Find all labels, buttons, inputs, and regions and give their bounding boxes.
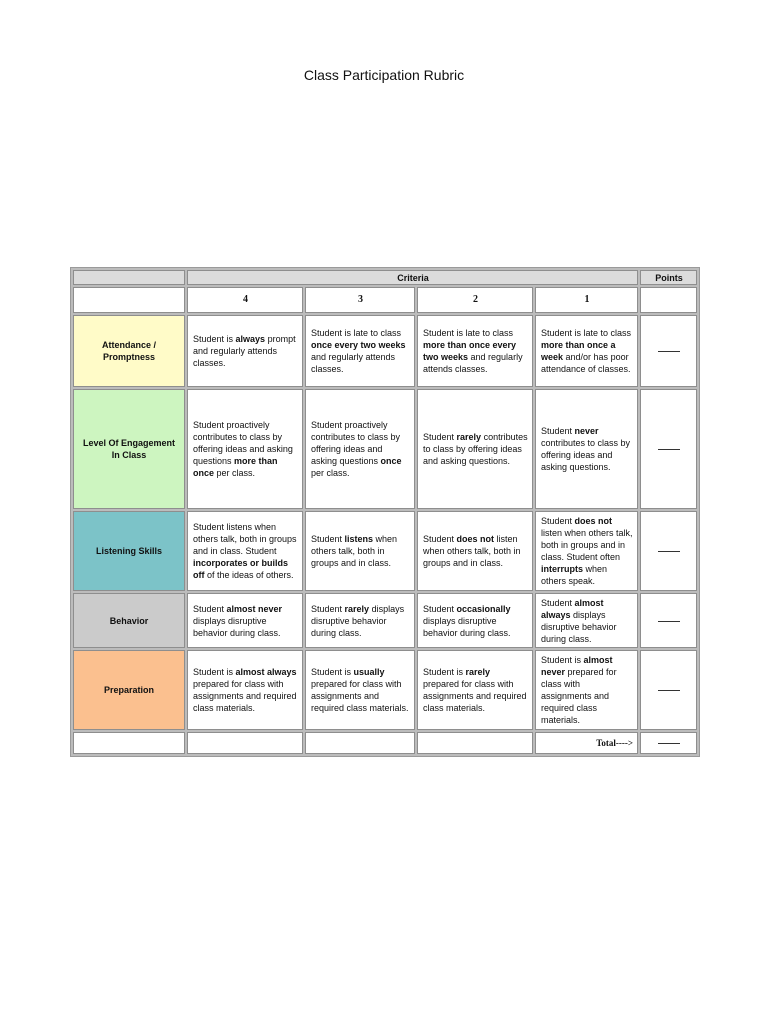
category-behavior: Behavior xyxy=(73,593,185,648)
cell-text: and/or has poor attendance of classes. xyxy=(541,352,631,374)
category-engagement: Level Of Engagement In Class xyxy=(73,389,185,509)
criteria-header: Criteria xyxy=(187,270,638,285)
rubric-cell xyxy=(417,650,533,730)
cell-text: Student is xyxy=(423,667,466,677)
emphasis-text: rarely xyxy=(344,603,370,614)
level-blank-cell xyxy=(73,287,185,313)
category-preparation: Preparation xyxy=(73,650,185,730)
cell-text: contributes to class by offering ideas and asking questions. xyxy=(423,432,528,466)
cell-text: Student is xyxy=(193,667,236,677)
cell-text: Student xyxy=(311,534,345,544)
emphasis-text: listens xyxy=(344,534,374,544)
cell-text: displays disruptive behavior during class. xyxy=(193,615,281,638)
rubric-row-engagement xyxy=(73,389,697,509)
cell-text: Student is late to class xyxy=(311,328,402,338)
cell-text: listen when others talk, both in groups and in class. xyxy=(423,534,521,568)
rubric-row-behavior xyxy=(73,593,697,648)
emphasis-text: occasionally xyxy=(456,603,511,614)
category-listening: Listening Skills xyxy=(73,511,185,591)
emphasis-text: always xyxy=(235,334,266,344)
points-field xyxy=(640,511,697,591)
rubric-cell xyxy=(187,593,303,648)
document-title: Class Participation Rubric xyxy=(303,67,465,83)
cell-text: Student xyxy=(541,426,575,436)
cell-text: Student xyxy=(541,597,575,608)
cell-text: and regularly attends classes. xyxy=(311,352,396,374)
rubric-cell xyxy=(535,389,638,509)
cell-text: Student is late to class xyxy=(423,328,514,338)
points-header: Points xyxy=(640,270,697,285)
rubric-row-preparation xyxy=(73,650,697,730)
rubric-cell xyxy=(535,593,638,648)
cell-text: Student is late to class xyxy=(541,328,632,338)
cell-text: prompt and regularly attends classes. xyxy=(193,334,296,368)
total-label: Total----> xyxy=(535,732,638,754)
emphasis-text: incorporates or builds off xyxy=(193,558,289,580)
cell-text: of the ideas of others. xyxy=(204,570,294,580)
rubric-cell xyxy=(187,511,303,591)
rubric-row-listening xyxy=(73,511,697,591)
emphasis-text: interrupts xyxy=(541,564,584,574)
points-field xyxy=(640,315,697,387)
cell-text: Student proactively contributes to class by offering ideas and asking questions xyxy=(311,420,401,466)
emphasis-text: almost always xyxy=(541,597,604,620)
emphasis-text: more than once every two weeks xyxy=(423,340,517,362)
cell-text: displays disruptive behavior during class. xyxy=(311,603,405,638)
cell-text: Student xyxy=(423,603,457,614)
cell-text: Student xyxy=(193,603,227,614)
cell-text: Student is xyxy=(311,667,354,677)
rubric-cell xyxy=(305,315,415,387)
points-field xyxy=(640,389,697,509)
cell-text: Student xyxy=(541,516,575,526)
cell-text: when others talk, both in groups and in class. xyxy=(311,534,398,568)
total-row xyxy=(73,732,697,754)
total-blank-cell xyxy=(417,732,533,754)
rubric-cell xyxy=(305,389,415,509)
rubric-cell xyxy=(187,389,303,509)
emphasis-text: almost always xyxy=(235,667,297,677)
rubric-cell xyxy=(535,650,638,730)
cell-text: contributes to class by offering ideas and asking questions. xyxy=(541,438,631,472)
cell-text: displays disruptive behavior during class. xyxy=(423,615,511,638)
cell-text: listen when others talk, both in groups and in class. Student often xyxy=(541,528,633,562)
cell-text: prepared for class with assignments and required class materials. xyxy=(423,679,527,713)
cell-text: prepared for class with assignments and required class materials. xyxy=(541,667,617,725)
rubric-row-attendance xyxy=(73,315,697,387)
cell-text: Student is xyxy=(193,334,236,344)
rubric-cell xyxy=(535,511,638,591)
level-1-header: 1 xyxy=(535,287,638,313)
cell-text: per class. xyxy=(311,468,350,478)
rubric-table xyxy=(70,267,700,757)
emphasis-text: rarely xyxy=(456,432,482,442)
cell-text: when others speak. xyxy=(541,564,608,586)
level-2-header: 2 xyxy=(417,287,533,313)
rubric-cell xyxy=(417,511,533,591)
level-3-header: 3 xyxy=(305,287,415,313)
level-header-row xyxy=(73,287,697,313)
total-points-field xyxy=(640,732,697,754)
rubric-cell xyxy=(305,511,415,591)
rubric-cell xyxy=(417,389,533,509)
emphasis-text: once xyxy=(380,456,402,466)
rubric-cell xyxy=(417,315,533,387)
emphasis-text: never xyxy=(574,426,599,436)
total-blank-cell xyxy=(305,732,415,754)
rubric-cell xyxy=(187,315,303,387)
category-attendance: Attendance / Promptness xyxy=(73,315,185,387)
cell-text: Student xyxy=(423,432,457,442)
rubric-cell xyxy=(417,593,533,648)
cell-text: Student is xyxy=(541,655,584,665)
emphasis-text: rarely xyxy=(465,667,491,677)
emphasis-text: more than once a week xyxy=(541,340,616,362)
criteria-header-row xyxy=(73,270,697,285)
cell-text: prepared for class with assignments and required class materials. xyxy=(193,679,297,713)
cell-text: Student listens when others talk, both in groups and in class. Student xyxy=(193,522,297,556)
points-field xyxy=(640,650,697,730)
total-blank-cell xyxy=(73,732,185,754)
emphasis-text: more than once xyxy=(193,456,278,478)
emphasis-text: does not xyxy=(456,534,495,544)
cell-text: and regularly attends classes. xyxy=(423,352,523,374)
rubric-cell xyxy=(187,650,303,730)
emphasis-text: almost never xyxy=(226,603,283,614)
points-blank-cell xyxy=(640,287,697,313)
cell-text: per class. xyxy=(214,468,256,478)
level-4-header: 4 xyxy=(187,287,303,313)
emphasis-text: usually xyxy=(353,667,385,677)
emphasis-text: once every two weeks xyxy=(311,340,406,350)
rubric-cell xyxy=(535,315,638,387)
cell-text: Student proactively contributes to class by offering ideas and asking questions xyxy=(193,420,293,466)
rubric-cell xyxy=(305,593,415,648)
total-blank-cell xyxy=(187,732,303,754)
rubric-cell xyxy=(305,650,415,730)
cell-text: Student xyxy=(311,603,345,614)
header-blank-cell xyxy=(73,270,185,285)
points-field xyxy=(640,593,697,648)
cell-text: Student xyxy=(423,534,457,544)
cell-text: displays disruptive behavior during class. xyxy=(541,609,617,644)
cell-text: prepared for class with assignments and required class materials. xyxy=(311,679,409,713)
emphasis-text: does not xyxy=(574,516,613,526)
emphasis-text: almost never xyxy=(541,655,613,677)
